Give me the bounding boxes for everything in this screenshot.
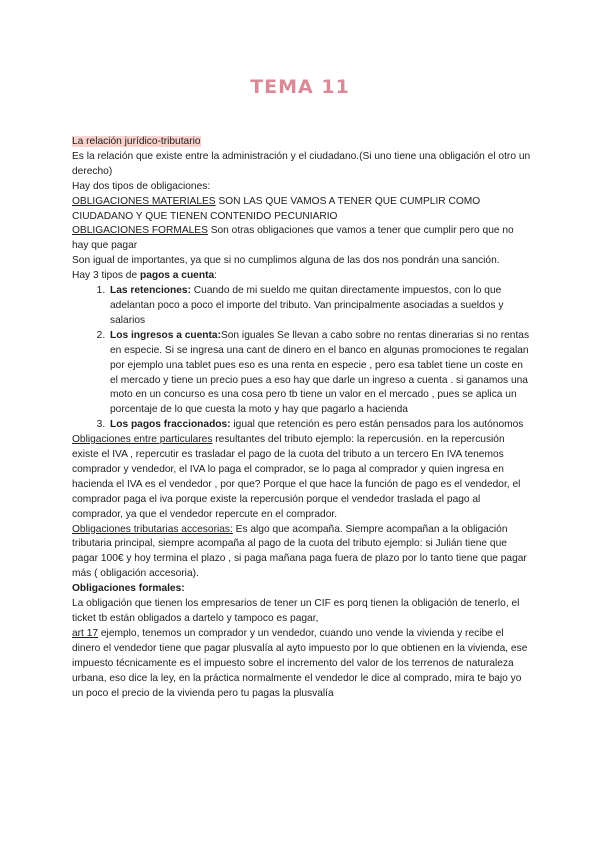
material-paragraph <box>72 195 532 225</box>
payments-colon: : <box>214 270 217 282</box>
accesorias-text: Es algo que acompaña. Siempre acompañan a la obligación tributaria principal, siempre acompaña al pago de la cuota del tributo ejemplo: si Julián tiene que pagar 100€ y hoy termina el plazo , si paga mañana paga fuera de plazo por lo tanto tiene que pagar más ( obligación accesoria). <box>72 523 527 580</box>
accesorias-paragraph <box>72 523 532 583</box>
list-item-term: Los ingresos a cuenta: <box>110 329 221 341</box>
importance-paragraph: Son igual de importantes, ya que si no cumplimos alguna de las dos nos pondrán una sanción. <box>72 255 500 267</box>
document-body <box>72 135 532 701</box>
formales-heading-paragraph <box>72 582 532 597</box>
formales-heading: Obligaciones formales: <box>72 583 185 595</box>
accesorias-label: Obligaciones tributarias accesorias: <box>72 523 233 535</box>
formal-text: Son otras obligaciones que vamos a tener que cumplir pero que no hay que pagar <box>72 225 514 252</box>
art-label: art 17 <box>72 627 99 639</box>
material-label: OBLIGACIONES MATERIALES <box>72 195 216 207</box>
art-paragraph <box>72 627 532 702</box>
art-text: ejemplo, tenemos un comprador y un vendedor, cuando uno vende la vivienda y recibe el dinero el vendedor tiene que pagar plusvalía al ayto impuesto por lo que obtienen en la vivienda, ese impuesto técnicamente es el impuesto sobre el incremento del valor de los terrenos de naturaleza urbana, eso dice la ley, en la práctica normalmente el vendedor le dice al comprado, mira te bajo yo un poco el precio de la vivienda pero tu pagas la plusvalía <box>72 627 528 699</box>
section-heading: La relación jurídico-tributario <box>72 136 201 147</box>
formales-paragraph: La obligación que tienen los empresarios de tener un CIF es porq tienen la obligación de tenerlo, el ticket tb están obligados a dartelo y tampoco es pagar, <box>72 598 520 624</box>
heading-paragraph <box>72 135 532 150</box>
list-item-text: Son iguales Se llevan a cabo sobre no rentas dinerarias si no rentas en especie. Si se ingresa una cant de dinero en el banco en algunas promociones te regalan por ejemplo una tablet pues eso es una renta en especie , pero esa tablet tiene un coste en el mercado y tiene un precio pues a eso hay que darle un ingreso a cuenta . si ganamos una moto en un concurso es una cosa pero tb tiene un valor en el mercado , pues se aplica un porcentaje de lo que cuesta la moto y hay que pagarlo a hacienda <box>110 329 530 416</box>
payments-intro-paragraph <box>72 269 532 284</box>
particulares-text: resultantes del tributo ejemplo: la repercusión. en la repercusión existe el IVA , repercutir es trasladar el pago de la cuota del tributo a un tercero En IVA tenemos comprador y vendedor, el IVA lo paga el comprador, se lo paga al comprador y quien ingresa en hacienda el IVA es el vendedor , por que? Porque el que hace la función de pago es el vendedor, el comprador paga el iva porque existe la repercusión porque el vendedor traslada el pago al comprador, ya que el vendedor repercute en el comprador. <box>72 434 521 520</box>
list-item-term: Los pagos fraccionados: <box>110 419 231 431</box>
particulares-paragraph <box>72 433 532 522</box>
two-types-paragraph: Hay dos tipos de obligaciones: <box>72 180 211 192</box>
formal-label: OBLIGACIONES FORMALES <box>72 225 208 237</box>
list-item <box>108 284 532 329</box>
list-item-term: Las retenciones: <box>110 285 191 297</box>
payments-list <box>72 284 532 433</box>
formal-paragraph <box>72 224 532 254</box>
list-item-text: igual que retención es pero están pensados para los autónomos <box>230 419 524 431</box>
list-item <box>108 418 532 433</box>
payments-intro: Hay 3 tipos de <box>72 270 140 282</box>
intro-paragraph: Es la relación que existe entre la administración y el ciudadano.(Si uno tiene una obligación el otro un derecho) <box>72 150 531 177</box>
list-item-text: Cuando de mi sueldo me quitan directamente impuestos, con lo que adelantan poco a poco el importe del tributo. Van principalmente asociadas a sueldos y salarios <box>110 285 504 326</box>
page-title: TEMA 11 <box>250 76 350 98</box>
material-text: SON LAS QUE VAMOS A TENER QUE CUMPLIR COMO CIUDADANO Y QUE TIENEN CONTENIDO PECUNIARIO <box>72 195 481 222</box>
list-item <box>108 329 532 418</box>
particulares-label: Obligaciones entre particulares <box>72 434 213 446</box>
payments-bold: pagos a cuenta <box>139 270 215 282</box>
